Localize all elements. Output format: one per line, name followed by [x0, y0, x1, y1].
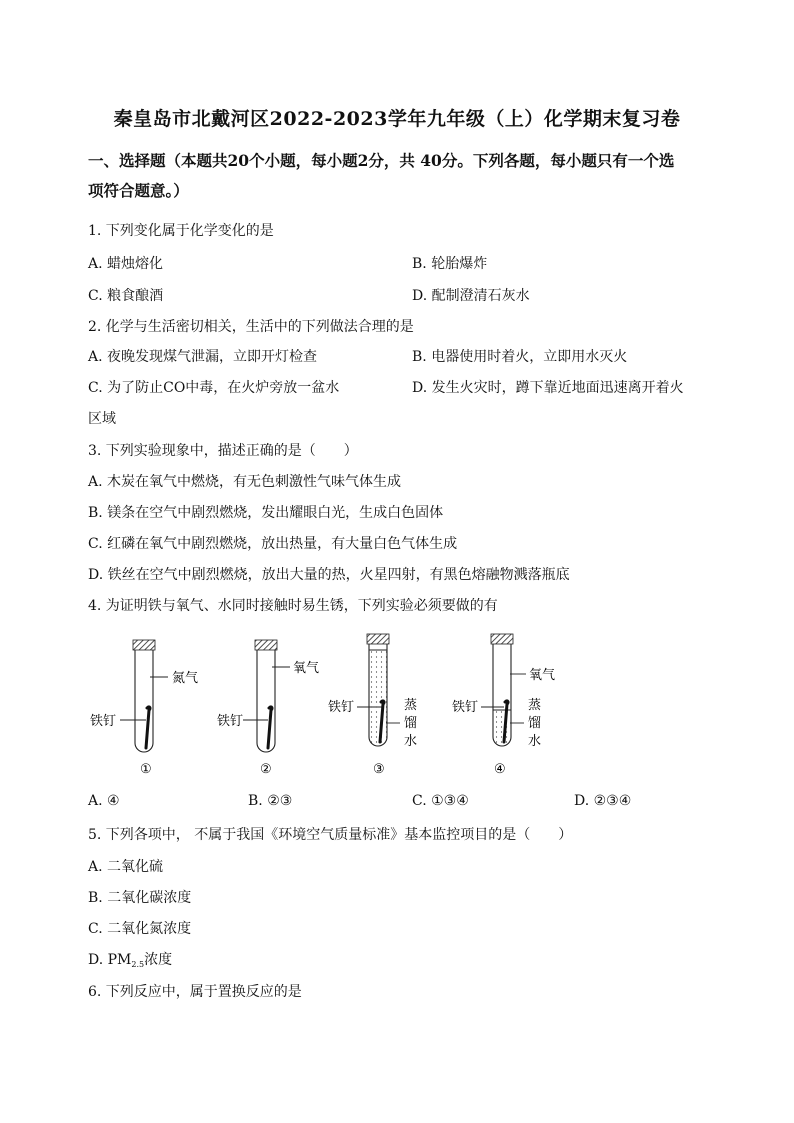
q2-stem: 2. 化学与生活密切相关，生活中的下列做法合理的是: [88, 319, 414, 335]
section-heading: [88, 146, 718, 206]
q5-option-c: C. 二氧化氮浓度: [88, 921, 192, 937]
tube4-gas-label: 氧气: [529, 668, 556, 683]
q2-option-c: C. 为了防止CO中毒，在火炉旁放一盆水: [88, 380, 340, 396]
q4-option-d: D. ②③④: [574, 793, 632, 809]
q1-option-a: A. 蜡烛熔化: [88, 256, 164, 272]
q4-test-tube-figure: [0, 630, 794, 790]
q4-stem: 4. 为证明铁与氧气、水同时接触时易生锈，下列实验必须要做的有: [88, 598, 498, 614]
q5-option-d-prefix: D. PM: [88, 952, 132, 968]
tube3-nail-label: 铁钉: [328, 700, 355, 715]
section-heading-line2: 项符合题意。）: [88, 181, 189, 200]
section-heading-line1: 一、选择题（本题共20个小题，每小题2分，共 40分。下列各题，每小题只有一个选: [88, 151, 675, 170]
q2-option-b: B. 电器使用时着火，立即用水灭火: [412, 349, 628, 365]
q4-option-a: A. ④: [88, 793, 120, 809]
tube-4: [452, 634, 555, 777]
q3-stem: 3. 下列实验现象中，描述正确的是（ ）: [88, 443, 358, 459]
tube3-water-label-1: 蒸: [404, 698, 418, 713]
tube4-water-label-2: 馏: [528, 716, 542, 731]
q3-option-d: D. 铁丝在空气中剧烈燃烧，放出大量的热，火星四射，有黑色熔融物溅落瓶底: [88, 567, 570, 583]
q5-option-d-subscript: 2.5: [131, 960, 145, 969]
nail-icon: [268, 707, 272, 748]
q5-stem: 5. 下列各项中， 不属于我国《环境空气质量标准》基本监控项目的是（ ）: [88, 827, 573, 843]
tube4-number: ④: [494, 762, 506, 777]
tube1-gas-label: 氮气: [172, 671, 199, 686]
nail-icon: [146, 707, 150, 748]
tube2-nail-label: 铁钉: [217, 714, 244, 729]
tube3-water-label-2: 馏: [404, 716, 418, 731]
q5-option-d: [88, 949, 172, 969]
stopper-3: [367, 634, 389, 644]
tube3-number: ③: [373, 762, 385, 777]
tube4-nail-label: 铁钉: [452, 700, 479, 715]
stopper-4: [491, 634, 513, 644]
q4-option-c: C. ①③④: [412, 793, 469, 809]
stopper-2: [255, 640, 277, 650]
q3-option-b: B. 镁条在空气中剧烈燃烧，发出耀眼白光，生成白色固体: [88, 505, 444, 521]
q2-option-d: D. 发生火灾时，蹲下靠近地面迅速离开着火: [412, 380, 684, 396]
q1-stem: 1. 下列变化属于化学变化的是: [88, 223, 274, 239]
stopper-1: [133, 640, 155, 650]
q3-option-c: C. 红磷在氧气中剧烈燃烧，放出热量，有大量白色气体生成: [88, 536, 458, 552]
tube4-water-label-1: 蒸: [528, 698, 542, 713]
tube-3: [328, 634, 417, 777]
q4-option-b: B. ②③: [248, 793, 293, 809]
q1-option-b: B. 轮胎爆炸: [412, 256, 488, 272]
q1-option-c: C. 粮食酿酒: [88, 288, 164, 304]
q2-option-a: A. 夜晚发现煤气泄漏，立即开灯检查: [88, 349, 318, 365]
tube-1: [90, 640, 198, 777]
tube1-nail-label: 铁钉: [90, 714, 117, 729]
q5-option-a: A. 二氧化硫: [88, 859, 164, 875]
q2-option-d-continued: 区域: [88, 411, 116, 427]
page-title: 秦皇岛市北戴河区2022-2023学年九年级（上）化学期末复习卷: [113, 108, 681, 130]
tube2-number: ②: [260, 762, 272, 777]
q3-option-a: A. 木炭在氧气中燃烧，有无色刺激性气味气体生成: [88, 474, 402, 490]
tube1-number: ①: [140, 762, 152, 777]
tube2-gas-label: 氧气: [293, 661, 320, 676]
tube-2: [217, 640, 319, 777]
tube4-water-label-3: 水: [528, 734, 542, 749]
q6-stem: 6. 下列反应中，属于置换反应的是: [88, 984, 302, 1000]
q5-option-b: B. 二氧化碳浓度: [88, 890, 192, 906]
q5-option-d-suffix: 浓度: [144, 952, 173, 968]
tube3-water-label-3: 水: [404, 734, 418, 749]
q1-option-d: D. 配制澄清石灰水: [412, 288, 530, 304]
